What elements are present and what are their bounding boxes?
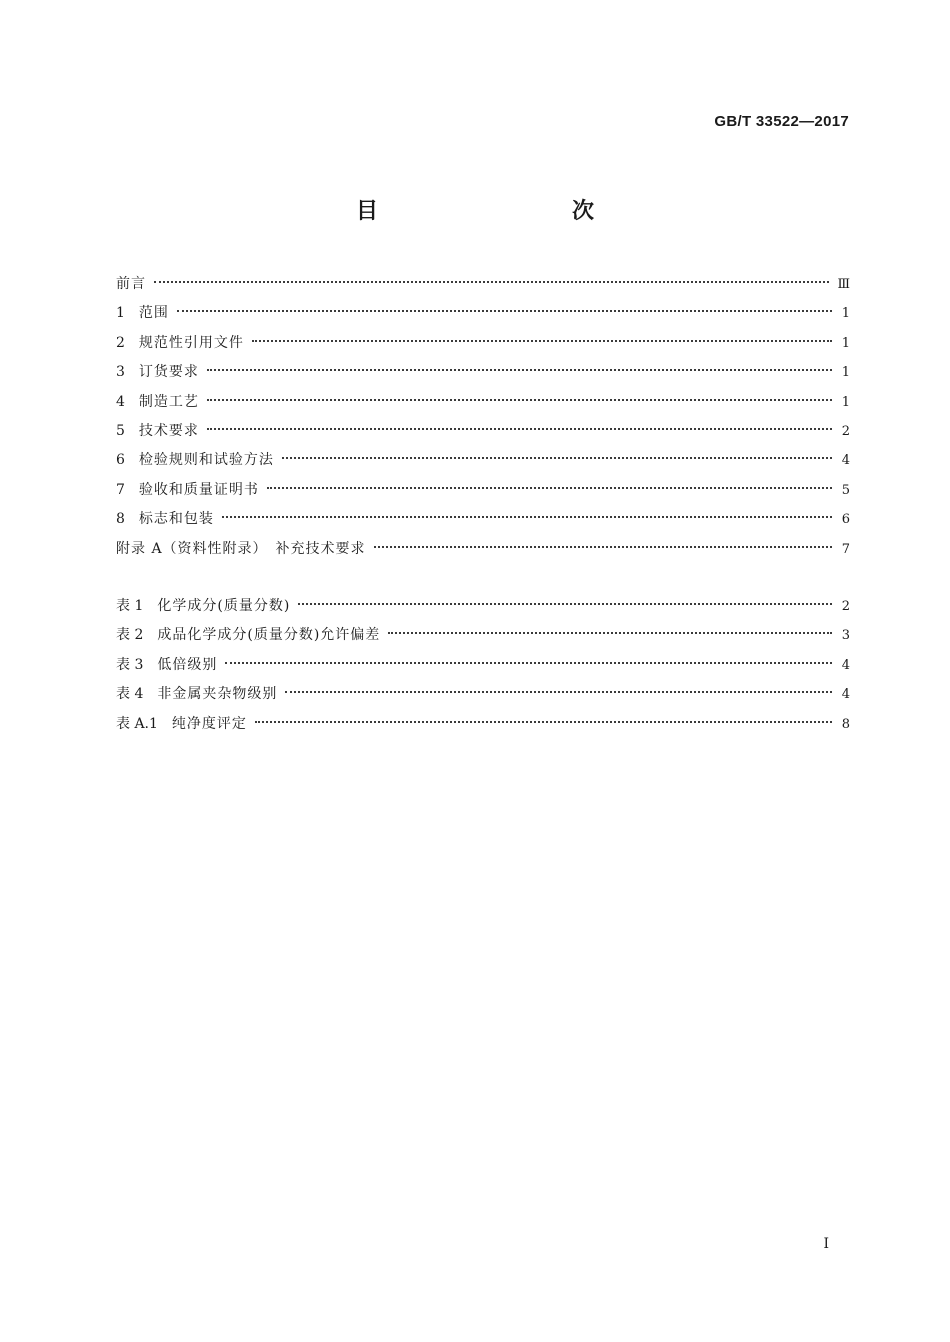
toc-entry-inspection-rules[interactable] bbox=[116, 450, 850, 479]
toc-entry-page: 4 bbox=[841, 453, 850, 469]
toc-entry-number: 2 bbox=[116, 334, 125, 351]
toc-leader-dots bbox=[298, 603, 832, 605]
toc-entry-title: 技术要求 bbox=[138, 422, 199, 439]
toc-entry-foreword[interactable] bbox=[116, 274, 850, 303]
toc-entry-title: 订货要求 bbox=[138, 364, 199, 381]
toc-entry-number: 表 4 bbox=[116, 686, 144, 703]
toc-entry-table-4[interactable] bbox=[116, 684, 850, 713]
toc-leader-dots bbox=[282, 457, 832, 459]
toc-entry-table-1[interactable] bbox=[116, 596, 850, 625]
toc-entry-page: 5 bbox=[841, 482, 850, 498]
toc-entry-number: 4 bbox=[116, 393, 125, 410]
toc-leader-dots bbox=[177, 310, 832, 312]
toc-entry-page: 4 bbox=[841, 687, 850, 703]
toc-main-list bbox=[116, 274, 850, 568]
toc-entry-page: 4 bbox=[841, 657, 850, 673]
toc-leader-dots bbox=[374, 546, 832, 548]
toc-leader-dots bbox=[285, 691, 832, 693]
toc-entry-title: 低倍级别 bbox=[157, 656, 218, 673]
toc-entry-number: 表 3 bbox=[116, 656, 144, 673]
toc-leader-dots bbox=[225, 662, 832, 664]
toc-entry-title: 成品化学成分(质量分数)允许偏差 bbox=[157, 627, 381, 644]
toc-entry-table-2[interactable] bbox=[116, 625, 850, 654]
toc-entry-title: 非金属夹杂物级别 bbox=[157, 686, 278, 703]
toc-entry-page: 1 bbox=[841, 306, 850, 322]
toc-entry-page: 7 bbox=[841, 541, 850, 557]
toc-entry-title: 制造工艺 bbox=[138, 393, 199, 410]
toc-entry-scope[interactable] bbox=[116, 303, 850, 332]
toc-tables-list bbox=[116, 596, 850, 743]
toc-entry-table-3[interactable] bbox=[116, 655, 850, 684]
toc-entry-acceptance[interactable] bbox=[116, 480, 850, 509]
toc-entry-title: 规范性引用文件 bbox=[138, 334, 244, 351]
toc-leader-dots bbox=[388, 632, 832, 634]
toc-entry-number: 3 bbox=[116, 364, 125, 381]
toc-leader-dots bbox=[255, 721, 832, 723]
toc-entry-number: 1 bbox=[116, 305, 125, 322]
toc-leader-dots bbox=[222, 516, 832, 518]
toc-entry-page: 2 bbox=[841, 599, 850, 614]
toc-entry-technical-requirements[interactable] bbox=[116, 421, 850, 450]
toc-entry-title: 标志和包装 bbox=[138, 511, 214, 528]
toc-entry-title: 检验规则和试验方法 bbox=[138, 452, 274, 469]
toc-leader-dots bbox=[207, 428, 832, 430]
toc-entry-number: 表 1 bbox=[116, 598, 144, 614]
toc-entry-number: 5 bbox=[116, 422, 125, 439]
toc-leader-dots bbox=[207, 399, 832, 401]
toc-entry-number: 8 bbox=[116, 511, 125, 528]
toc-entry-number: 7 bbox=[116, 481, 125, 498]
toc-entry-title: 纯净度评定 bbox=[171, 715, 247, 732]
toc-entry-manufacturing[interactable] bbox=[116, 392, 850, 421]
toc-entry-page: Ⅲ bbox=[837, 277, 850, 292]
page-title: 目 次 bbox=[355, 199, 644, 224]
toc-entry-title: 范围 bbox=[138, 305, 169, 322]
toc-entry-number: 表 2 bbox=[116, 627, 144, 644]
toc-entry-title: 附录 A（资料性附录） 补充技术要求 bbox=[116, 540, 366, 557]
toc-entry-marking-packaging[interactable] bbox=[116, 509, 850, 538]
toc-entry-number: 表 A.1 bbox=[116, 715, 158, 732]
toc-entry-title: 验收和质量证明书 bbox=[138, 481, 259, 498]
toc-entry-number: 6 bbox=[116, 452, 125, 469]
toc-leader-dots bbox=[267, 487, 832, 489]
page-number: I bbox=[823, 1236, 829, 1252]
toc-leader-dots bbox=[252, 340, 832, 342]
toc-entry-page: 1 bbox=[841, 394, 850, 410]
toc-leader-dots bbox=[207, 369, 832, 371]
toc-entry-page: 2 bbox=[841, 423, 850, 439]
standard-code: GB/T 33522—2017 bbox=[714, 113, 849, 130]
toc-entry-page: 1 bbox=[841, 365, 850, 381]
toc-leader-dots bbox=[154, 281, 829, 283]
toc-entry-table-a1[interactable] bbox=[116, 714, 850, 743]
toc-entry-normative-references[interactable] bbox=[116, 333, 850, 362]
toc-entry-ordering[interactable] bbox=[116, 362, 850, 391]
toc-entry-page: 3 bbox=[841, 628, 850, 644]
toc-entry-annex-a[interactable] bbox=[116, 539, 850, 568]
toc-entry-title: 前言 bbox=[116, 276, 146, 292]
toc-entry-page: 1 bbox=[841, 335, 850, 351]
toc-entry-title: 化学成分(质量分数) bbox=[157, 598, 291, 614]
toc-entry-page: 8 bbox=[841, 716, 850, 732]
toc-entry-page: 6 bbox=[841, 512, 850, 528]
